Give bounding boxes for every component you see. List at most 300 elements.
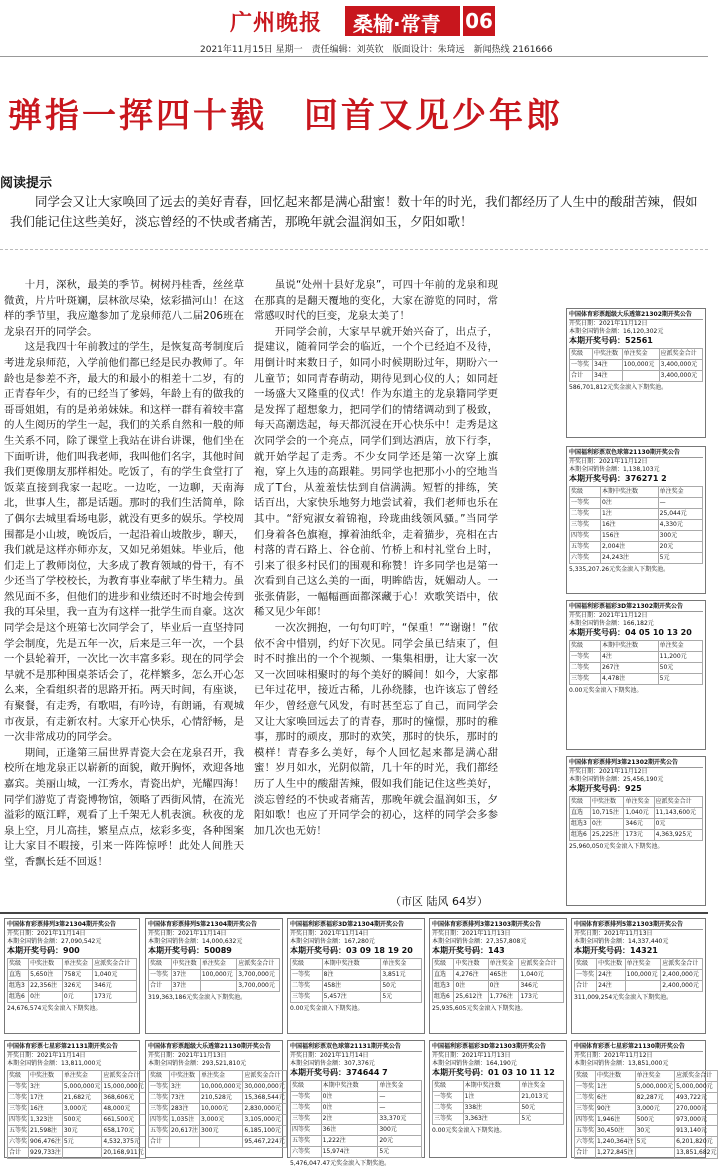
table-cell: 单注奖金	[378, 1081, 422, 1092]
table-row	[570, 531, 703, 542]
table-cell: 4,276注	[454, 970, 488, 981]
lottery-title: 中国福利彩票福彩3D第21302期开奖公告	[569, 603, 703, 612]
table-cell: 1,272,845注	[596, 1148, 636, 1159]
lottery-note: 5,335,207.26元奖金滚入下期奖池。	[569, 566, 670, 573]
table-cell: 0注	[591, 819, 624, 830]
table-cell: 5元	[635, 1137, 675, 1148]
table-cell: 单注奖金	[381, 959, 422, 970]
winning-numbers: 本期开奖号码：50089	[148, 946, 232, 955]
winning-numbers: 本期开奖号码：374644 7	[290, 1068, 388, 1077]
table-cell	[625, 981, 661, 992]
table-cell: 本期中奖注数	[601, 487, 659, 498]
lottery-info: 开奖日期：2021年11月13日	[148, 1052, 227, 1059]
table-cell	[62, 1148, 102, 1159]
table-cell: 应派奖金合计	[675, 1071, 718, 1082]
table-cell: 10,000元	[200, 1104, 243, 1115]
table-cell: 30,000,000元	[243, 1082, 286, 1093]
table-cell: 5,000,000元	[62, 1082, 102, 1093]
lottery-title: 中国体育彩票超级大乐透第21130期开奖公告	[148, 1043, 280, 1052]
table-cell: 15,000,000元	[102, 1082, 145, 1093]
table-cell: 应派奖金合计	[93, 959, 137, 970]
table-cell: 本期中奖注数	[322, 959, 381, 970]
table-cell: 493,722元	[675, 1093, 718, 1104]
lottery-info: 本期全国销售金额：25,456,190元	[569, 776, 664, 783]
table-cell: 直选	[8, 970, 29, 981]
table-cell: 0注	[601, 498, 659, 509]
table-cell: 758元	[62, 970, 92, 981]
table-cell: 合计	[149, 1137, 170, 1148]
table-cell: 21,013元	[520, 1092, 564, 1103]
table-row	[433, 1103, 564, 1114]
table-cell: 奖级	[433, 959, 454, 970]
table-cell: 单注奖金	[200, 959, 236, 970]
table-cell: 单注奖金	[62, 959, 92, 970]
lottery-note: 319,363,186元奖金滚入下期奖池。	[148, 994, 247, 1001]
table-cell: 90注	[596, 1104, 636, 1115]
table-cell: 奖级	[570, 349, 593, 360]
paper-name: 广州晚报	[230, 10, 323, 36]
prize-table	[574, 1070, 718, 1159]
table-row	[8, 1093, 146, 1104]
table-cell: 二等奖	[291, 1103, 322, 1114]
table-cell: 奖级	[291, 1081, 322, 1092]
table-cell: 四等奖	[575, 1115, 596, 1126]
table-cell: 一等奖	[291, 1092, 322, 1103]
table-cell: 二等奖	[8, 1093, 29, 1104]
table-row	[575, 1082, 718, 1093]
table-cell: 20,617注	[170, 1126, 200, 1137]
table-cell: 中奖注数	[29, 1071, 63, 1082]
lottery-notice	[571, 1040, 717, 1158]
table-cell: 37注	[171, 970, 200, 981]
table-cell: 一等奖	[570, 498, 601, 509]
prize-table	[290, 958, 422, 1003]
table-row	[570, 830, 703, 841]
table-row	[291, 1103, 422, 1114]
table-cell: 中奖注数	[170, 1071, 200, 1082]
section-divider	[0, 912, 708, 914]
table-cell: 24注	[597, 970, 625, 981]
lottery-info: 开奖日期：2021年11月12日	[569, 768, 648, 775]
table-cell: 300元	[378, 1125, 422, 1136]
table-cell: 一等奖	[149, 1082, 170, 1093]
table-cell: 应派奖金合计	[661, 959, 703, 970]
lottery-note: 0.00元奖金滚入下期奖池。	[569, 687, 643, 694]
lottery-title: 中国体育彩票排列5第21304期开奖公告	[148, 921, 280, 930]
table-cell: 6注	[596, 1093, 636, 1104]
table-row	[570, 652, 703, 663]
table-cell: 34注	[593, 371, 623, 382]
table-cell: 173元	[519, 992, 564, 1003]
table-row	[8, 959, 137, 970]
table-cell: 1注	[601, 509, 659, 520]
table-cell: 三等奖	[8, 1104, 29, 1115]
table-row	[291, 1125, 422, 1136]
table-cell: 21,682元	[62, 1093, 102, 1104]
table-cell: 四等奖	[8, 1115, 29, 1126]
table-row	[570, 487, 703, 498]
table-cell: 应派奖金合计	[519, 959, 564, 970]
lottery-notice	[571, 918, 706, 1034]
table-cell: 346元	[519, 981, 564, 992]
lottery-title: 中国福利彩票福彩3D第21303期开奖公告	[432, 1043, 564, 1052]
table-cell	[200, 1137, 243, 1148]
table-cell: 13,851,682元	[675, 1148, 718, 1159]
table-cell: 1,776注	[488, 992, 519, 1003]
table-cell: 奖级	[291, 959, 323, 970]
reading-guide-title: 阅读提示	[0, 176, 53, 191]
table-cell: 3,400,000元	[659, 360, 702, 371]
headline: 弹指一挥四十载 回首又见少年郎	[8, 96, 563, 136]
table-cell: 三等奖	[291, 992, 323, 1003]
lottery-title: 中国福利彩票双色球第21131期开奖公告	[290, 1043, 422, 1052]
table-cell: 270,000元	[675, 1104, 718, 1115]
table-cell: 0元	[654, 819, 702, 830]
table-cell: 六等奖	[575, 1137, 596, 1148]
table-cell: 3,400,000元	[659, 371, 702, 382]
table-cell: 一等奖	[433, 1092, 464, 1103]
table-row	[570, 641, 703, 652]
table-cell: 3,105,000元	[243, 1115, 286, 1126]
prize-table	[569, 486, 703, 564]
table-cell: 合计	[8, 1148, 29, 1159]
table-cell: 直选	[433, 970, 454, 981]
table-cell: 四等奖	[570, 531, 601, 542]
prize-table	[569, 796, 703, 841]
table-row	[291, 970, 422, 981]
table-cell: 四等奖	[291, 1125, 322, 1136]
table-cell: 单注奖金	[520, 1081, 564, 1092]
lottery-info: 开奖日期：2021年11月13日	[574, 930, 653, 937]
winning-numbers: 本期开奖号码：925	[569, 784, 642, 793]
table-cell: 五等奖	[575, 1126, 596, 1137]
lottery-title: 中国体育彩票七星彩第21131期开奖公告	[7, 1043, 137, 1052]
table-row	[575, 1137, 718, 1148]
lottery-info: 本期全国销售金额：167,280元	[290, 938, 375, 945]
table-cell: 48,000元	[102, 1104, 145, 1115]
lottery-title: 中国福利彩票双色球第21130期开奖公告	[569, 449, 703, 458]
table-cell: 三等奖	[149, 1104, 170, 1115]
table-cell: 8注	[322, 970, 381, 981]
table-cell: 0注	[488, 981, 519, 992]
table-cell: 二等奖	[575, 1093, 596, 1104]
table-row	[149, 1071, 287, 1082]
lottery-note: 0.00元奖金滚入下期奖池。	[432, 1127, 506, 1134]
table-row	[8, 1148, 146, 1159]
lottery-title: 中国体育彩票超级大乐透第21302期开奖公告	[569, 311, 703, 320]
table-cell: 465注	[488, 970, 519, 981]
table-row	[149, 1115, 287, 1126]
page-number: 06	[460, 6, 495, 36]
table-cell: 283注	[170, 1104, 200, 1115]
table-row	[8, 970, 137, 981]
table-cell: 2,400,000元	[661, 970, 703, 981]
table-row	[570, 674, 703, 685]
table-cell: —	[378, 1092, 422, 1103]
table-cell: 组选6	[433, 992, 454, 1003]
table-row	[575, 1126, 718, 1137]
article-column-1	[4, 278, 244, 903]
table-cell: 合计	[575, 1148, 596, 1159]
lottery-notice	[287, 1040, 425, 1167]
table-row	[570, 371, 703, 382]
table-cell: 1,323注	[29, 1115, 63, 1126]
lottery-notice	[429, 918, 567, 1034]
dateline: 2021年11月15日 星期一 责任编辑：刘英钦 版面设计：朱琦远 新闻热线 2161666	[200, 45, 553, 55]
table-cell: 338注	[463, 1103, 520, 1114]
lottery-info: 本期全国销售金额：293,521,810元	[148, 1060, 247, 1067]
table-cell: 本期中奖注数	[601, 641, 659, 652]
table-cell: 奖级	[570, 641, 601, 652]
table-cell: 1,040元	[519, 970, 564, 981]
lottery-notice	[566, 446, 706, 594]
table-row	[8, 1104, 146, 1115]
table-cell: 三等奖	[433, 1114, 464, 1125]
table-cell: 5,000,000元	[635, 1082, 675, 1093]
table-cell: 5元	[520, 1114, 564, 1125]
table-cell: 本期中奖注数	[321, 1081, 378, 1092]
table-row	[8, 1137, 146, 1148]
lottery-notice	[566, 756, 706, 906]
table-row	[149, 970, 280, 981]
table-cell: 300元	[658, 531, 702, 542]
lottery-info: 开奖日期：2021年11月14日	[290, 1052, 369, 1059]
lottery-info: 开奖日期：2021年11月14日	[290, 930, 369, 937]
table-cell: 二等奖	[291, 981, 323, 992]
table-row	[570, 349, 703, 360]
table-cell: 4,532,375元	[102, 1137, 145, 1148]
table-cell: 100,000元	[622, 360, 659, 371]
table-row	[149, 981, 280, 992]
table-cell: 50元	[520, 1103, 564, 1114]
article-paragraph: 十月，深秋，最美的季节。树树丹桂香，丝丝草微黄，片片叶斑斓，层林欲尽染，炫彩描河山！在这样的季节里，我应邀参加了龙泉师范八二届206班在龙泉召开的同学会。	[4, 279, 244, 338]
winning-numbers: 本期开奖号码：900	[7, 946, 80, 955]
lottery-info: 本期全国销售金额：14,337,440元	[574, 938, 669, 945]
table-cell: 六等奖	[570, 553, 601, 564]
table-cell: 658,170元	[102, 1126, 145, 1137]
table-cell: 1注	[463, 1092, 520, 1103]
table-cell: 中奖注数	[593, 349, 623, 360]
table-cell: 4,363,925元	[654, 830, 702, 841]
table-row	[8, 1115, 146, 1126]
table-row	[291, 1147, 422, 1158]
table-row	[149, 1137, 287, 1148]
table-cell: 82,287元	[635, 1093, 675, 1104]
lottery-note: 311,009,254元奖金滚入下期奖池。	[574, 994, 673, 1001]
table-cell: 6,185,100元	[243, 1126, 286, 1137]
table-cell: 173元	[624, 830, 654, 841]
winning-numbers: 本期开奖号码：376271 2	[569, 474, 667, 483]
section-title: 桑榆·常青	[345, 6, 473, 36]
table-cell: 267注	[601, 663, 659, 674]
table-cell: 5元	[62, 1137, 102, 1148]
table-cell: 奖级	[570, 487, 601, 498]
lottery-info: 本期全国销售金额：164,190元	[432, 1060, 517, 1067]
table-cell: 二等奖	[570, 663, 601, 674]
winning-numbers: 本期开奖号码：14321	[574, 946, 658, 955]
table-row	[570, 797, 703, 808]
lottery-info: 开奖日期：2021年11月12日	[569, 458, 648, 465]
table-cell: 单注奖金	[625, 959, 661, 970]
table-cell: 一等奖	[570, 652, 601, 663]
byline: （市区 陆风 64岁）	[390, 895, 488, 908]
table-row	[433, 992, 564, 1003]
table-row	[433, 1081, 564, 1092]
table-cell: 5,457注	[322, 992, 381, 1003]
table-row	[575, 959, 703, 970]
lottery-title: 中国福利彩票福彩3D第21304期开奖公告	[290, 921, 422, 930]
table-cell: 五等奖	[570, 542, 601, 553]
table-row	[291, 981, 422, 992]
table-cell: 25,225注	[591, 830, 624, 841]
table-cell: 1,946注	[596, 1115, 636, 1126]
table-cell: 组选3	[570, 819, 591, 830]
table-cell: 100,000元	[625, 970, 661, 981]
table-cell: 三等奖	[291, 1114, 322, 1125]
winning-numbers: 本期开奖号码：03 09 18 19 20	[290, 946, 413, 955]
table-cell: 0注	[321, 1103, 378, 1114]
table-cell: 15,368,544元	[243, 1093, 286, 1104]
table-cell: 30,450注	[596, 1126, 636, 1137]
table-cell: 5元	[381, 992, 422, 1003]
table-cell: 20元	[658, 542, 702, 553]
table-cell: 一等奖	[149, 970, 172, 981]
table-cell: 10,715注	[591, 808, 624, 819]
table-cell: 中奖注数	[591, 797, 624, 808]
table-row	[575, 1104, 718, 1115]
table-row	[575, 1115, 718, 1126]
table-cell: 30元	[62, 1126, 102, 1137]
table-cell: 368,606元	[102, 1093, 145, 1104]
table-cell: 一等奖	[575, 970, 597, 981]
winning-numbers: 本期开奖号码：01 03 10 11 12	[432, 1068, 555, 1077]
table-cell: 三等奖	[570, 674, 601, 685]
table-cell: 24注	[597, 981, 625, 992]
table-row	[570, 542, 703, 553]
lottery-notice	[145, 918, 283, 1034]
table-row	[149, 959, 280, 970]
table-cell: 22,356注	[29, 981, 63, 992]
table-cell: 2,004注	[601, 542, 659, 553]
table-cell: 3,700,000元	[237, 970, 280, 981]
table-row	[149, 1082, 287, 1093]
table-row	[575, 970, 703, 981]
table-cell: 中奖注数	[596, 1071, 636, 1082]
table-cell: 37注	[171, 981, 200, 992]
table-row	[570, 553, 703, 564]
table-row	[433, 1092, 564, 1103]
lottery-title: 中国体育彩票排列3第21302期开奖公告	[569, 759, 703, 768]
table-cell: 组选3	[433, 981, 454, 992]
lottery-notice	[566, 308, 706, 438]
lottery-note: 5,476,047.47元奖金滚入下期奖池。	[290, 1160, 391, 1167]
prize-table	[7, 958, 137, 1003]
table-cell: 50元	[381, 981, 422, 992]
table-cell: 组选3	[8, 981, 29, 992]
table-cell: 应派奖金合计	[243, 1071, 286, 1082]
table-cell: 929,733注	[29, 1148, 63, 1159]
table-cell: 一等奖	[8, 1082, 29, 1093]
prize-table	[290, 1080, 422, 1158]
table-cell: 单注奖金	[62, 1071, 102, 1082]
table-cell: 906,476注	[29, 1137, 63, 1148]
table-cell: 中奖注数	[171, 959, 200, 970]
table-cell: 3,363注	[463, 1114, 520, 1125]
masthead	[0, 0, 708, 44]
table-row	[149, 1104, 287, 1115]
table-cell: 33,370元	[378, 1114, 422, 1125]
article-paragraph: 这是我四十年前教过的学生，是恢复高考制度后考进龙泉师范，入学前他们都已经是民办教师了。年龄也是参差不齐，最大的和最小的相差十二岁，有的正青春年少，有的已经当了爹妈，年龄上有的做我的哥哥姐姐，有的是弟弟妹妹。和这样一群有着较丰富的人生阅历的学生一起，我们的关系自然和一般的师生关系不同，除了课堂上我站在讲台讲课，他们坐在下面听讲，他们叫我老师，我叫他们名字，其他时间我们更像朋友那样相处。吃饭了，有的学生食堂打了饭菜直接到我家一起吃。一边吃，一边聊，天南海北，世事人生，都是话题。那时的我们生活简单，除了偶尔去城里看场电影，就没有更多的娱乐。学校周围都是小山坡，晚饭后，一起沿着山坡散步，聊天，我们就是这样亦师亦友，又如兄弟姐妹。毕业后，他们走上了教师岗位，大多成了教育领域的骨干，有不少还当了学校校长，为教育事业奉献了毕生精力。虽然见面不多，但他们的进步和业绩还时不时地会传到我的耳朵里，我一直为有这样一批学生而自豪。这次同学会是这个班第七次同学会了，毕业后一直坚持同学会制度，先是五年一次，后来是三年一次，一个县一个县轮着开，一次比一次丰富多彩。现在的同学会早就不是那种围桌茶话会了，花样繁多，怎么开心怎么来，全看组织者的思路开拓。两天时间，有座谈，有聚餐，有走秀，有歌唱，有吟诗，有朗诵，有观城市夜景，有走新农村。大家开心快乐，心情舒畅，是一次非常成功的同学会。	[4, 341, 244, 744]
table-cell: 50元	[658, 663, 702, 674]
table-cell: 3,851元	[381, 970, 422, 981]
table-cell: 25,612注	[454, 992, 488, 1003]
table-cell: 单注奖金	[200, 1071, 243, 1082]
table-cell: 20,168,911元	[102, 1148, 145, 1159]
table-cell: 组选6	[8, 992, 29, 1003]
table-cell: 三等奖	[575, 1104, 596, 1115]
table-cell: 973,000元	[675, 1115, 718, 1126]
table-cell: 458注	[322, 981, 381, 992]
table-row	[8, 1071, 146, 1082]
table-row	[149, 1126, 287, 1137]
table-cell: 应派奖金合计	[659, 349, 702, 360]
table-row	[570, 360, 703, 371]
prize-table	[574, 958, 703, 992]
lottery-notice	[566, 600, 706, 750]
table-row	[570, 808, 703, 819]
table-cell: 100,000元	[200, 970, 236, 981]
winning-numbers: 本期开奖号码：04 05 10 13 20	[569, 628, 692, 637]
table-cell: 奖级	[149, 1071, 170, 1082]
table-cell: 六等奖	[291, 1147, 322, 1158]
prize-table	[569, 640, 703, 685]
table-cell: 单注奖金	[658, 641, 702, 652]
lottery-info: 本期全国销售金额：13,811,000元	[7, 1060, 102, 1067]
article-paragraph: 一次次拥抱，一句句叮咛，“保重！”“谢谢！”依依不舍中惜别，约好下次见。同学会虽已结束了，但时不时推出的一个个视频、一集集相册，让大家一次又一次回味相聚时的每个美好的瞬间！如今，大家都已年过花甲，接近古稀，儿孙绕膝，也许该忘了曾经年少，曾经意气风发，有时甚至忘了自己，而同学会又让大家唤回远去了的青春，那时的憧憬，那时的稚事，那时的顽皮，那时的欢笑，那时的快乐，那时的模样！青春多么美好，每个人回忆起来都是满心甜蜜！岁月如水，光阴似箭，几十年的时光，我们都经历了人生中的酸甜苦辣，假如我们能记住这些美好，淡忘曾经的不快或者痛苦，那晚年就会温润如玉，夕阳如歌！也应了开同学会的初心，这样的同学会多参加几次也无妨！	[254, 622, 498, 837]
lottery-info: 开奖日期：2021年11月14日	[7, 930, 86, 937]
table-row	[149, 1093, 287, 1104]
table-cell: 奖级	[8, 1071, 29, 1082]
table-cell	[200, 981, 236, 992]
table-row	[433, 1114, 564, 1125]
table-row	[575, 1093, 718, 1104]
table-cell: 16注	[601, 520, 659, 531]
table-cell: 6,201,820元	[675, 1137, 718, 1148]
table-cell: 1,040元	[93, 970, 137, 981]
table-cell: 5元	[378, 1147, 422, 1158]
table-cell: 中奖注数	[29, 959, 63, 970]
lottery-info: 开奖日期：2021年11月12日	[569, 612, 648, 619]
article-paragraph: 虽说“处州十县好龙泉”，可四十年前的龙泉和现在那真的是翻天覆地的变化，大家在游览的同时，常常感叹时代的巨变，龙泉太美了！	[254, 279, 498, 323]
table-cell: 奖级	[575, 959, 597, 970]
table-cell: 六等奖	[8, 1137, 29, 1148]
table-cell	[635, 1148, 675, 1159]
lottery-info: 开奖日期：2021年11月14日	[148, 930, 227, 937]
table-cell: 二等奖	[149, 1093, 170, 1104]
table-cell: 0注	[321, 1092, 378, 1103]
table-row	[433, 959, 564, 970]
table-cell: 15,974注	[321, 1147, 378, 1158]
table-cell	[170, 1137, 200, 1148]
table-cell: 二等奖	[570, 509, 601, 520]
table-row	[570, 520, 703, 531]
table-cell: 应派奖金合计	[102, 1071, 145, 1082]
table-cell: 3,000元	[62, 1104, 102, 1115]
table-cell: 单注奖金	[488, 959, 519, 970]
table-row	[291, 992, 422, 1003]
table-cell: 奖级	[433, 1081, 464, 1092]
table-cell: 合计	[570, 371, 593, 382]
